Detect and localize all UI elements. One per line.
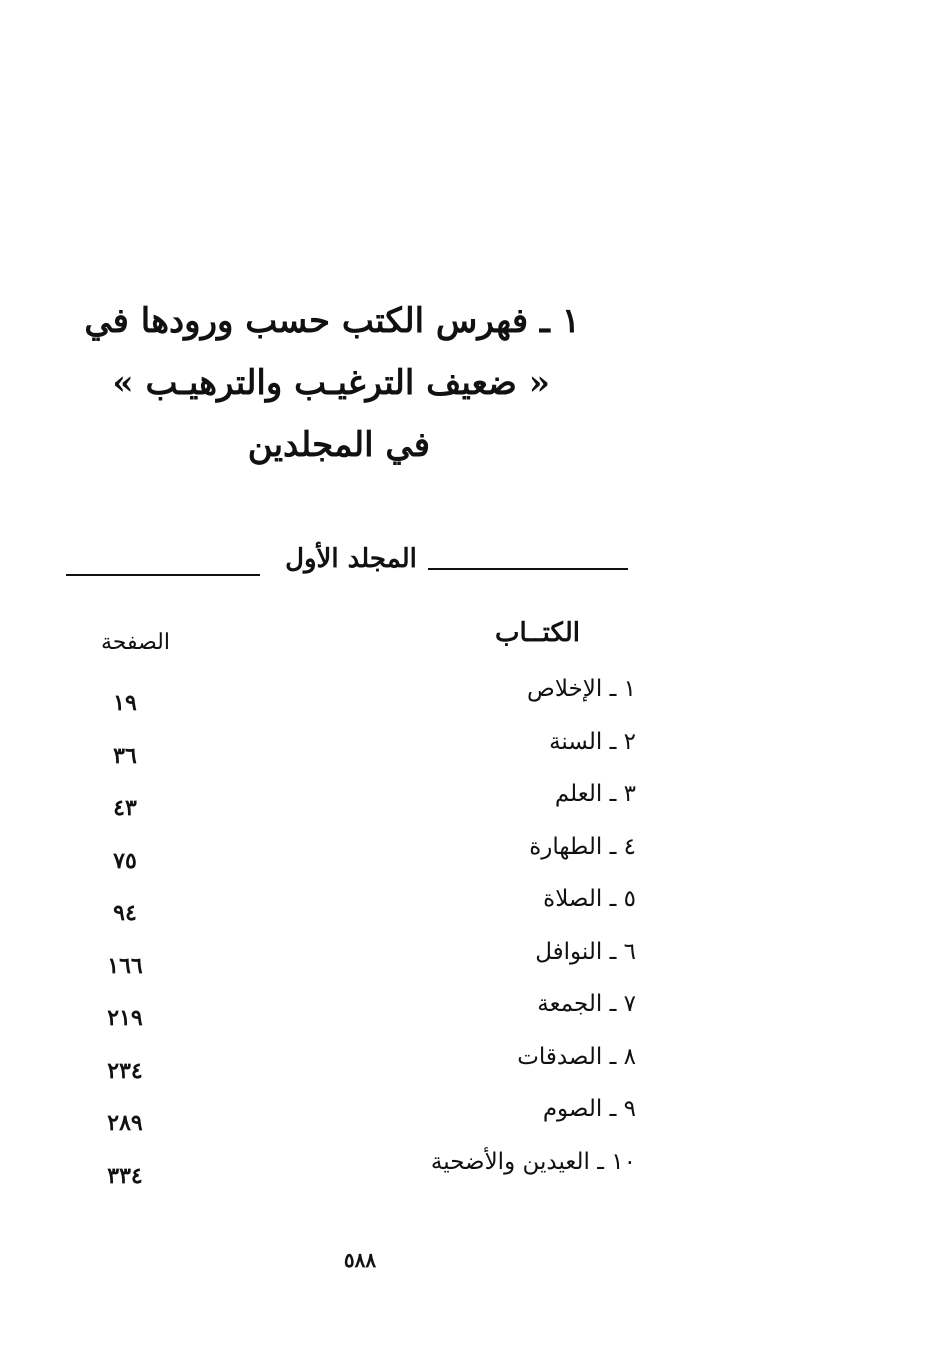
book-name: ٨ ـ الصدقات <box>517 1043 636 1070</box>
book-name: ٦ ـ النوافل <box>535 938 636 965</box>
page-ref: ٣٣٤ <box>107 1162 143 1189</box>
page-ref: ١٩ <box>113 690 137 716</box>
book-name: ٤ ـ الطهارة <box>529 833 636 860</box>
book-name: ١٠ ـ العيدين والأضحية <box>430 1148 636 1175</box>
page-ref: ٢٨٩ <box>107 1110 143 1136</box>
page-ref: ٣٦ <box>113 742 137 769</box>
column-header-page: الصفحة <box>100 630 170 655</box>
title-line-3: في المجلدين <box>247 425 430 465</box>
page-ref: ٢٣٤ <box>107 1057 143 1084</box>
book-name: ٣ ـ العلم <box>554 781 636 807</box>
title-line-2: « ضعيف الترغيـب والترهيـب » <box>112 363 550 403</box>
section-title: المجلد الأول <box>285 544 417 574</box>
title-line-1: ١ ـ فهرس الكتب حسب ورودها في <box>84 301 580 341</box>
page-ref: ٤٣ <box>113 795 137 821</box>
page-ref: ٧٥ <box>113 847 137 874</box>
section-header <box>66 540 628 590</box>
page-ref: ١٦٦ <box>107 952 143 979</box>
table-row <box>80 834 640 887</box>
page-ref: ٢١٩ <box>107 1005 143 1031</box>
page-number: ٥٨٨ <box>343 1248 377 1272</box>
page-ref: ٩٤ <box>113 900 137 926</box>
book-name: ٢ ـ السنة <box>549 728 636 755</box>
table-row <box>80 1096 640 1149</box>
table-row <box>80 1044 640 1097</box>
table-row <box>80 729 640 782</box>
book-name: ٩ ـ الصوم <box>542 1096 636 1122</box>
divider-right <box>428 568 628 570</box>
column-header-book: الكتــاب <box>495 618 580 648</box>
divider-left <box>66 574 260 576</box>
table-row <box>80 939 640 992</box>
table-row <box>80 1149 640 1202</box>
index-table <box>80 676 640 1201</box>
table-row <box>80 991 640 1044</box>
book-name: ١ ـ الإخلاص <box>527 676 636 702</box>
table-row <box>80 676 640 729</box>
table-row <box>80 886 640 939</box>
index-title <box>84 290 580 476</box>
book-name: ٥ ـ الصلاة <box>543 886 636 912</box>
table-row <box>80 781 640 834</box>
book-name: ٧ ـ الجمعة <box>537 991 636 1017</box>
